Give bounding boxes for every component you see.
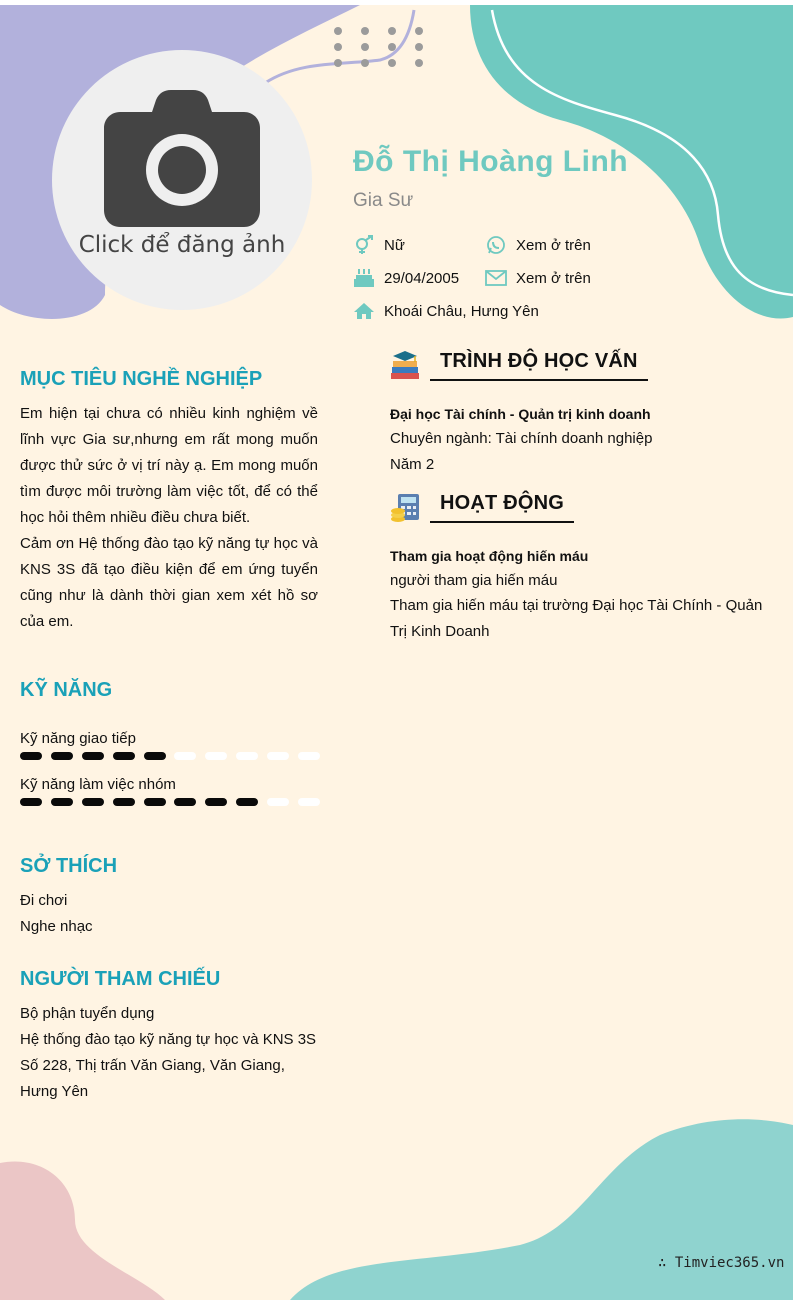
job-title: Gia Sư xyxy=(353,190,414,211)
skill-dash-empty xyxy=(298,752,320,760)
birthday-row xyxy=(353,268,459,288)
skill-dash-filled xyxy=(236,798,258,806)
activities-title: HOẠT ĐỘNG xyxy=(430,492,574,523)
skill-level-bar xyxy=(20,798,320,808)
skill-dash-empty xyxy=(174,752,196,760)
email-icon xyxy=(485,268,507,288)
pink-blob xyxy=(0,1162,165,1300)
gender-value: Nữ xyxy=(384,236,405,254)
gender-row xyxy=(353,235,405,255)
activity-role: người tham gia hiến máu xyxy=(390,572,558,589)
skill-dash-filled xyxy=(144,752,166,760)
education-major: Chuyên ngành: Tài chính doanh nghiệp xyxy=(390,430,653,447)
skill-dash-empty xyxy=(236,752,258,760)
skill-dash-filled xyxy=(82,798,104,806)
skill-dash-filled xyxy=(144,798,166,806)
references-title: NGƯỜI THAM CHIẾU xyxy=(20,968,221,990)
email-value: Xem ở trên xyxy=(516,269,591,287)
skill-dash-filled xyxy=(113,752,135,760)
address-row xyxy=(353,301,539,321)
skill-level-bar xyxy=(20,752,320,762)
activity-description: Tham gia hiến máu tại trường Đại học Tài Chính - Quản Trị Kinh Doanh xyxy=(390,597,763,640)
home-icon xyxy=(353,301,375,321)
education-heading xyxy=(390,350,648,381)
reference-line: Số 228, Thị trấn Văn Giang, Văn Giang, Hưng Yên xyxy=(20,1057,285,1100)
skill-dash-filled xyxy=(113,798,135,806)
skill-dash-empty xyxy=(267,798,289,806)
phone-row xyxy=(485,235,591,255)
skill-dash-empty xyxy=(205,752,227,760)
camera-icon xyxy=(104,90,260,230)
activity-calculator-icon xyxy=(390,493,420,523)
reference-line: Bộ phận tuyển dụng xyxy=(20,1005,155,1022)
skill-dash-empty xyxy=(267,752,289,760)
candidate-name: Đỗ Thị Hoàng Linh xyxy=(353,145,629,178)
brand-watermark: ∴ Timviec365.vn xyxy=(658,1255,785,1271)
birthday-value: 29/04/2005 xyxy=(384,269,460,287)
gender-icon xyxy=(353,235,375,255)
activity-name: Tham gia hoạt động hiến máu xyxy=(390,548,589,564)
profile-photo-upload[interactable] xyxy=(52,50,312,310)
phone-icon xyxy=(485,235,507,255)
activities-heading xyxy=(390,492,574,523)
education-books-icon xyxy=(390,351,420,381)
birthday-cake-icon xyxy=(353,268,375,288)
skills-title: KỸ NĂNG xyxy=(20,679,113,701)
skill-dash-empty xyxy=(298,798,320,806)
skill-dash-filled xyxy=(174,798,196,806)
education-title: TRÌNH ĐỘ HỌC VẤN xyxy=(430,350,648,381)
phone-value: Xem ở trên xyxy=(516,236,591,254)
skill-dash-filled xyxy=(205,798,227,806)
reference-line: Hệ thống đào tạo kỹ năng tự học và KNS 3S xyxy=(20,1031,317,1048)
address-value: Khoái Châu, Hưng Yên xyxy=(384,302,539,320)
skill-name: Kỹ năng làm việc nhóm xyxy=(20,776,176,793)
skill-dash-filled xyxy=(51,752,73,760)
education-year: Năm 2 xyxy=(390,456,435,473)
hobby-item: Đi chơi xyxy=(20,892,68,909)
skill-name: Kỹ năng giao tiếp xyxy=(20,730,136,747)
hobbies-title: SỞ THÍCH xyxy=(20,855,118,877)
photo-upload-label: Click để đăng ảnh xyxy=(78,232,286,258)
objective-title: MỤC TIÊU NGHỀ NGHIỆP xyxy=(20,368,263,390)
skill-dash-filled xyxy=(51,798,73,806)
skill-dash-filled xyxy=(82,752,104,760)
objective-paragraph-1: Em hiện tại chưa có nhiều kinh nghiệm về lĩnh vực Gia sư,nhưng em rất mong muốn được thử sức ở vị trí này ạ. Em mong muốn tìm được môi trường làm việc tốt, để có thể học hỏi thêm nhiều điều chưa biết. xyxy=(20,405,318,526)
education-school: Đại học Tài chính - Quản trị kinh doanh xyxy=(390,406,651,422)
skill-dash-filled xyxy=(20,752,42,760)
teal-blob-bottom xyxy=(290,1119,793,1300)
email-row xyxy=(485,268,591,288)
cv-page xyxy=(0,5,793,1300)
skill-dash-filled xyxy=(20,798,42,806)
hobby-item: Nghe nhạc xyxy=(20,918,93,935)
objective-paragraph-2: Cảm ơn Hệ thống đào tạo kỹ năng tự học và KNS 3S đã tạo điều kiện để em ứng tuyển cũng như là dành thời gian xem xét hồ sơ của em. xyxy=(20,535,318,630)
